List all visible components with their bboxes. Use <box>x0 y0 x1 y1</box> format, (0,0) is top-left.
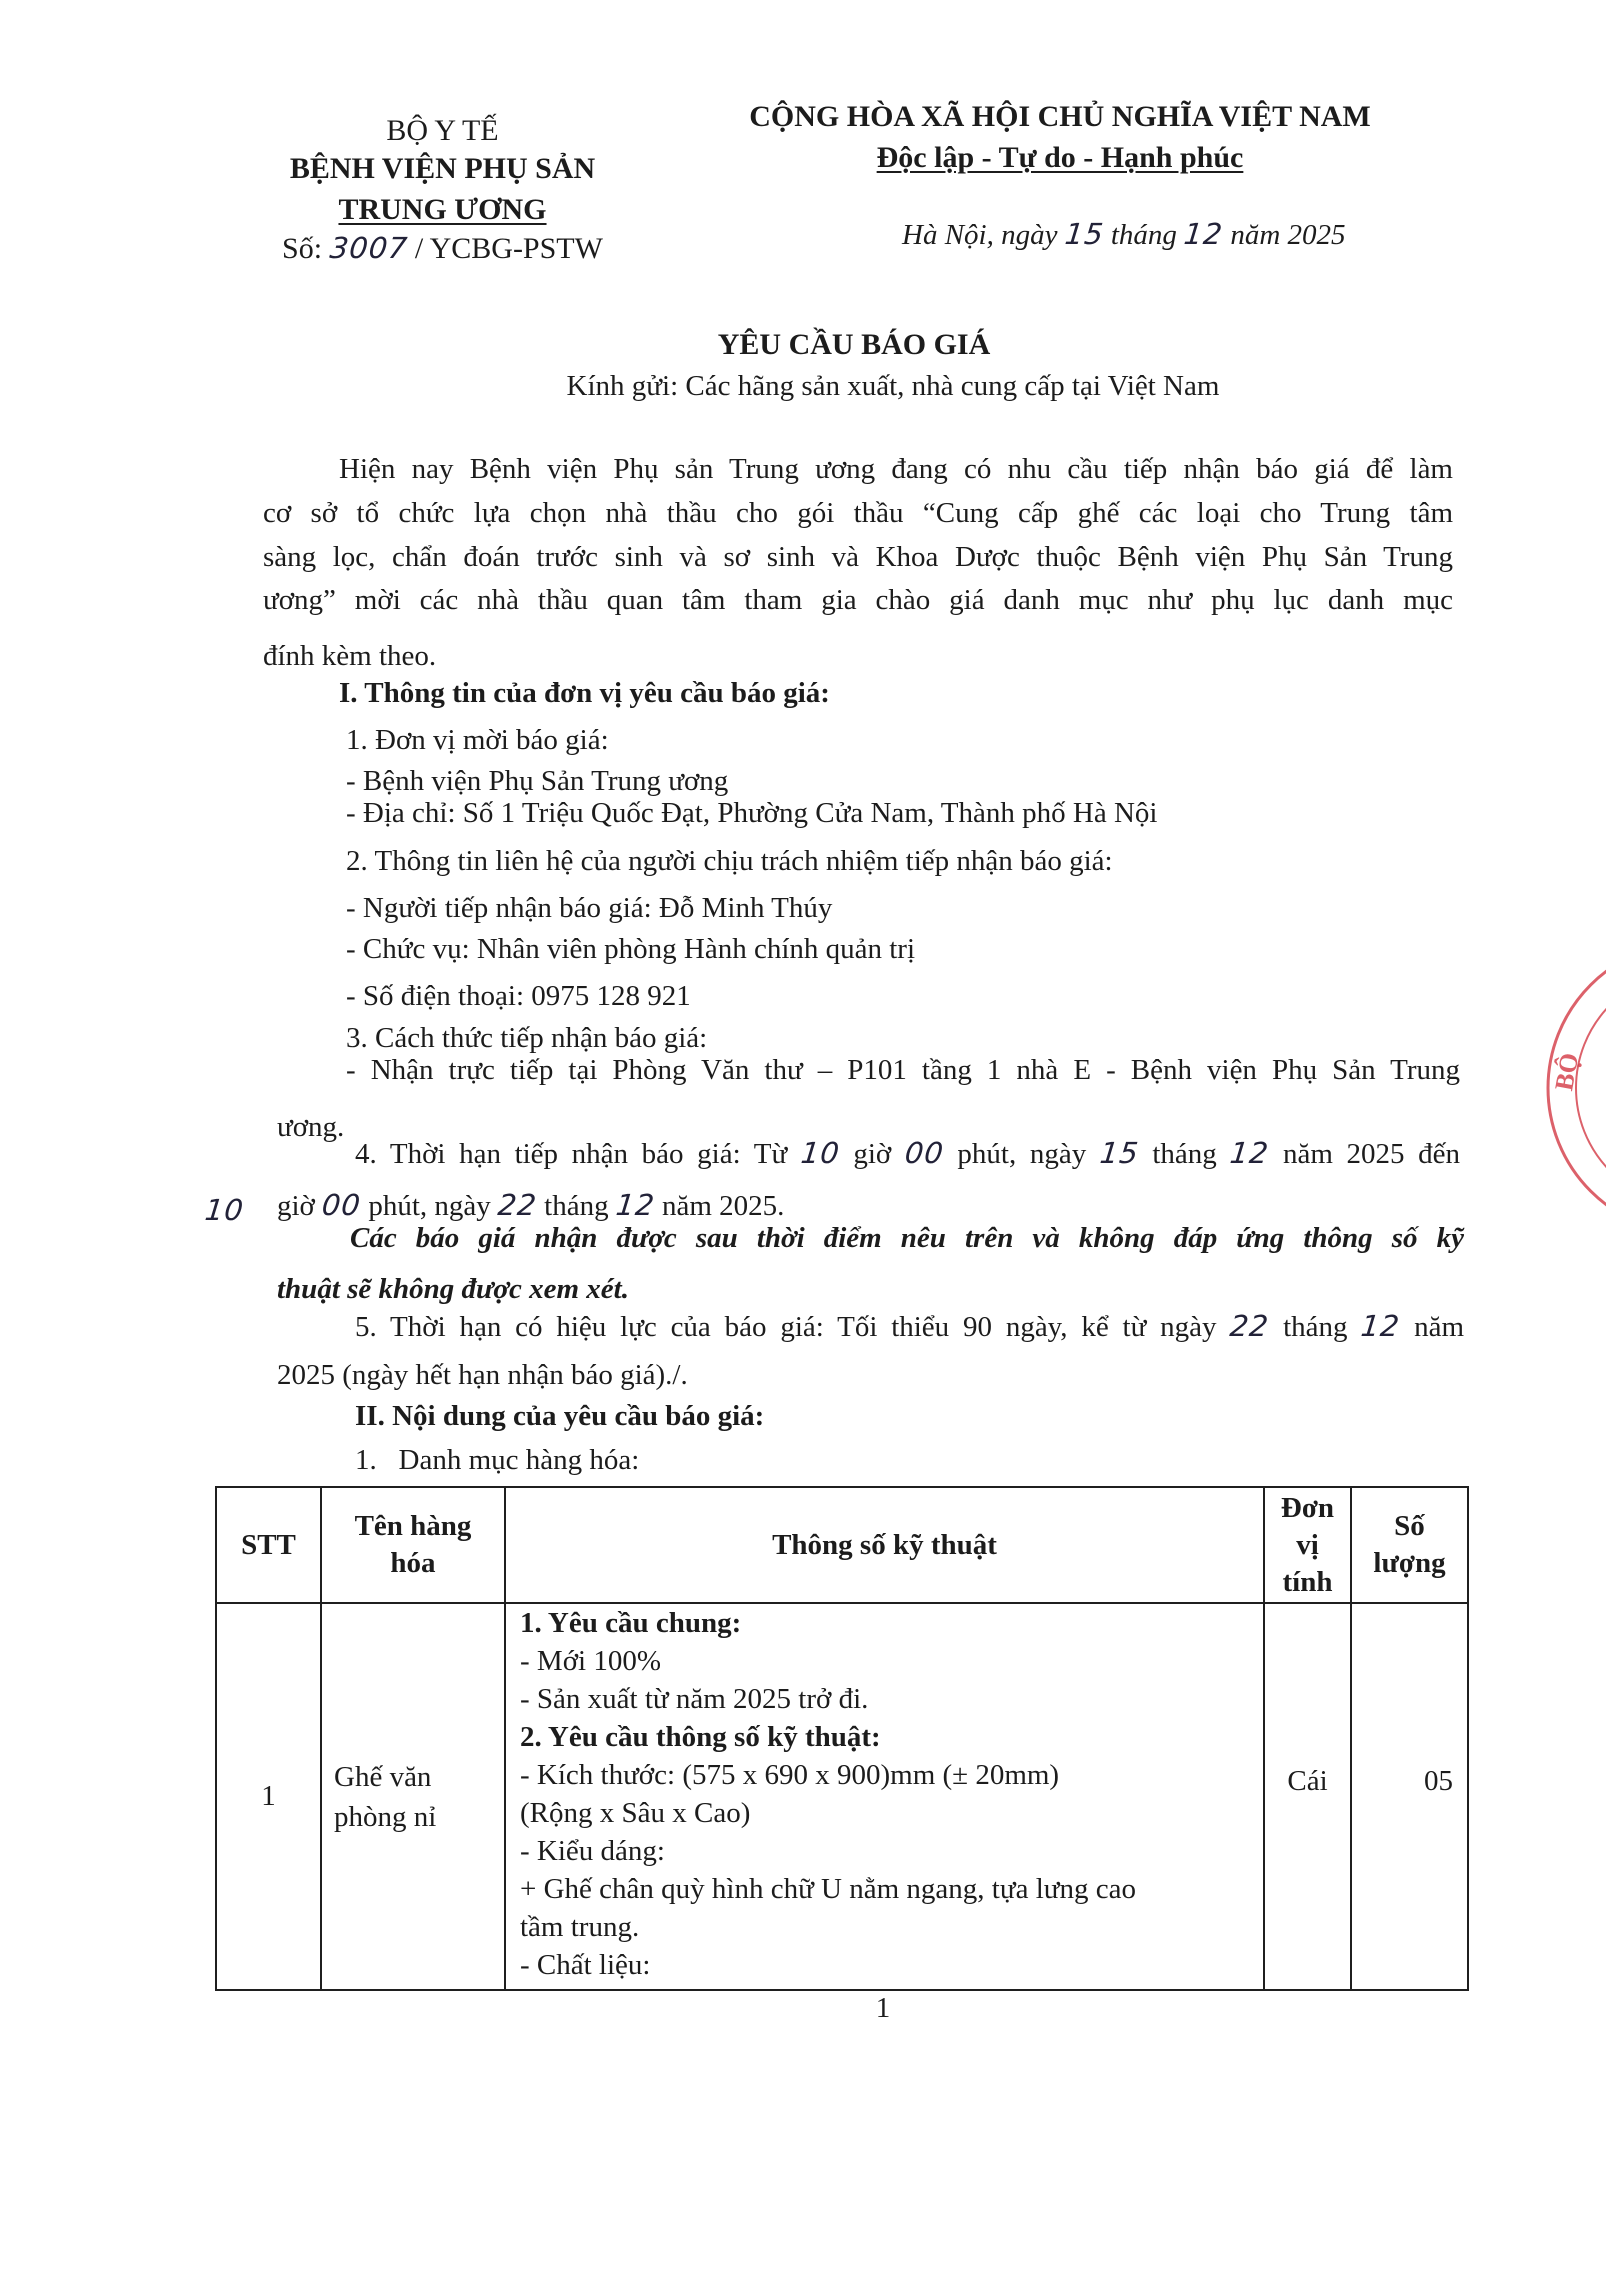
validity-line-1 <box>355 1309 1464 1344</box>
intro-line-5: đính kèm theo. <box>263 640 437 672</box>
header-line: Tên hàng <box>354 1510 472 1542</box>
hour-label: giờ <box>853 1138 892 1170</box>
hospital-name-line2: TRUNG ƯƠNG <box>338 193 547 226</box>
deadline-to-hour-wrap <box>205 1193 244 1228</box>
deadline-to-hour: 10 <box>203 1193 246 1227</box>
column-header-specifications <box>505 1487 1264 1603</box>
motto-wrap <box>720 141 1400 175</box>
contact-position: - Chức vụ: Nhân viên phòng Hành chính quản trị <box>346 933 916 965</box>
red-stamp <box>1530 940 1606 1240</box>
minute-day-label: phút, ngày <box>957 1138 1087 1170</box>
deadline-line-2 <box>277 1188 784 1223</box>
cell-quantity: 05 <box>1351 1603 1468 1990</box>
header-line: hóa <box>390 1547 436 1579</box>
header-line: Số <box>1394 1510 1425 1542</box>
cell-stt: 1 <box>216 1603 321 1990</box>
deadline-line-1 <box>355 1136 1460 1171</box>
intro-line-1: Hiện nay Bệnh viện Phụ sản Trung ương đang có nhu cầu tiếp nhận báo giá để làm <box>339 453 1453 485</box>
national-motto: Độc lập - Tự do - Hạnh phúc <box>876 141 1244 174</box>
spec-line: - Chất liệu: <box>520 1949 651 1981</box>
spec-line: 2. Yêu cầu thông số kỹ thuật: <box>520 1721 881 1753</box>
inviter-heading: 1. Đơn vị mời báo giá: <box>346 724 609 756</box>
header-line: Đơn <box>1280 1491 1335 1524</box>
validity-month-label: tháng <box>1283 1311 1348 1343</box>
spec-line: tầm trung. <box>520 1911 640 1943</box>
deadline-to-day: 22 <box>496 1188 539 1222</box>
section-1-heading: I. Thông tin của đơn vị yêu cầu báo giá: <box>339 677 830 709</box>
note-line-1: Các báo giá nhận được sau thời điểm nêu trên và không đáp ứng thông số kỹ <box>350 1222 1464 1254</box>
header-line: tính <box>1282 1565 1333 1598</box>
hour-label: giờ <box>277 1190 315 1222</box>
month-label: tháng <box>544 1190 609 1222</box>
doc-number-suffix: / YCBG-PSTW <box>414 232 603 265</box>
goods-list-heading: 1. Danh mục hàng hóa: <box>355 1444 640 1476</box>
nation-title: CỘNG HÒA XÃ HỘI CHỦ NGHĨA VIỆT NAM <box>749 100 1371 133</box>
deadline-from-day: 15 <box>1098 1136 1141 1170</box>
cell-unit: Cái <box>1264 1603 1351 1990</box>
column-header-quantity <box>1351 1487 1468 1603</box>
deadline-from-month: 12 <box>1228 1136 1272 1170</box>
minute-day-label: phút, ngày <box>368 1190 491 1222</box>
stamp-text: BỘ <box>1549 1050 1585 1093</box>
issue-date <box>902 217 1346 252</box>
column-header-unit <box>1264 1487 1351 1603</box>
date-month-label: tháng <box>1110 219 1177 251</box>
goods-table <box>215 1486 1469 1991</box>
method-line-1: - Nhận trực tiếp tại Phòng Văn thư – P101 tầng 1 nhà E - Bệnh viện Phụ Sản Trung <box>346 1054 1460 1086</box>
goods-name-line: Ghế văn <box>334 1760 432 1793</box>
column-header-stt <box>216 1487 321 1603</box>
spec-line: - Kích thước: (575 x 690 x 900)mm (± 20mm) <box>520 1759 1060 1791</box>
header-line: STT <box>241 1528 296 1561</box>
table-row <box>216 1603 1468 1990</box>
inviter-address: - Địa chỉ: Số 1 Triệu Quốc Đạt, Phường Cửa Nam, Thành phố Hà Nội <box>346 797 1158 829</box>
contact-phone: - Số điện thoại: 0975 128 921 <box>346 980 691 1012</box>
section-2-heading: II. Nội dung của yêu cầu báo giá: <box>355 1400 765 1432</box>
spec-line: 1. Yêu cầu chung: <box>520 1607 742 1639</box>
note-line-2: thuật sẽ không được xem xét. <box>277 1273 629 1305</box>
column-header-goods-name <box>321 1487 505 1603</box>
table-header-row <box>216 1487 1468 1603</box>
header-line: Thông số kỹ thuật <box>772 1528 997 1561</box>
contact-heading: 2. Thông tin liên hệ của người chịu trách nhiệm tiếp nhận báo giá: <box>346 845 1113 877</box>
validity-line-2: 2025 (ngày hết hạn nhận báo giá)./. <box>277 1359 688 1391</box>
goods-name-line: phòng nỉ <box>334 1800 437 1833</box>
deadline-to-minute: 00 <box>320 1188 363 1222</box>
month-label: tháng <box>1152 1138 1217 1170</box>
inviter-name: - Bệnh viện Phụ Sản Trung ương <box>346 765 729 797</box>
document-number <box>235 231 650 266</box>
deadline-prefix: 4. Thời hạn tiếp nhận báo giá: Từ <box>355 1138 788 1170</box>
ministry-name: BỘ Y TẾ <box>386 114 499 147</box>
doc-number-handwritten: 3007 <box>327 231 410 265</box>
method-heading: 3. Cách thức tiếp nhận báo giá: <box>346 1022 708 1054</box>
spec-line: - Mới 100% <box>520 1645 661 1677</box>
method-line-2: ương. <box>277 1111 345 1143</box>
page-number: 1 <box>875 1992 891 2024</box>
date-month-handwritten: 12 <box>1182 217 1225 251</box>
spec-line: - Sản xuất từ năm 2025 trở đi. <box>520 1683 869 1715</box>
validity-month: 12 <box>1359 1309 1403 1343</box>
document-title: YÊU CẦU BÁO GIÁ <box>717 328 991 361</box>
intro-line-2: cơ sở tổ chức lựa chọn nhà thầu cho gói thầu “Cung cấp ghế các loại cho Trung tâm <box>263 497 1453 529</box>
recipient-line: Kính gửi: Các hãng sản xuất, nhà cung cấp tại Việt Nam <box>566 370 1220 402</box>
spec-line: (Rộng x Sâu x Cao) <box>520 1797 751 1829</box>
doc-number-prefix: Số: <box>282 232 323 265</box>
header-line: lượng <box>1373 1547 1446 1579</box>
deadline-from-hour: 10 <box>799 1136 842 1170</box>
cell-goods-name <box>321 1603 505 1990</box>
spec-line: + Ghế chân quỳ hình chữ U nằm ngang, tựa lưng cao <box>520 1873 1136 1905</box>
deadline-to-suffix: năm 2025. <box>662 1190 785 1222</box>
deadline-to-month: 12 <box>614 1188 657 1222</box>
cell-specifications <box>505 1603 1264 1990</box>
intro-line-3: sàng lọc, chẩn đoán trước sinh và sơ sinh và Khoa Dược thuộc Bệnh viện Phụ Sản Trung <box>263 541 1453 573</box>
contact-person: - Người tiếp nhận báo giá: Đỗ Minh Thúy <box>346 892 833 924</box>
date-year: năm 2025 <box>1230 219 1346 251</box>
header-line: vị <box>1296 1528 1319 1561</box>
date-prefix: Hà Nội, ngày <box>902 219 1058 251</box>
validity-prefix: 5. Thời hạn có hiệu lực của báo giá: Tối thiểu 90 ngày, kể từ ngày <box>355 1311 1217 1343</box>
date-day-handwritten: 15 <box>1062 217 1106 251</box>
hospital-name-line2-wrap <box>235 193 650 227</box>
intro-line-4: ương” mời các nhà thầu quan tâm tham gia chào giá danh mục như phụ lục danh mục <box>263 584 1453 616</box>
stamp-inner-ring <box>1576 970 1606 1206</box>
spec-line: - Kiểu dáng: <box>520 1835 665 1867</box>
hospital-name-line1: BỆNH VIỆN PHỤ SẢN <box>289 152 596 185</box>
deadline-from-minute: 00 <box>903 1136 946 1170</box>
validity-suffix: năm <box>1414 1311 1465 1343</box>
validity-day: 22 <box>1228 1309 1272 1343</box>
deadline-from-suffix: năm 2025 đến <box>1282 1138 1461 1170</box>
